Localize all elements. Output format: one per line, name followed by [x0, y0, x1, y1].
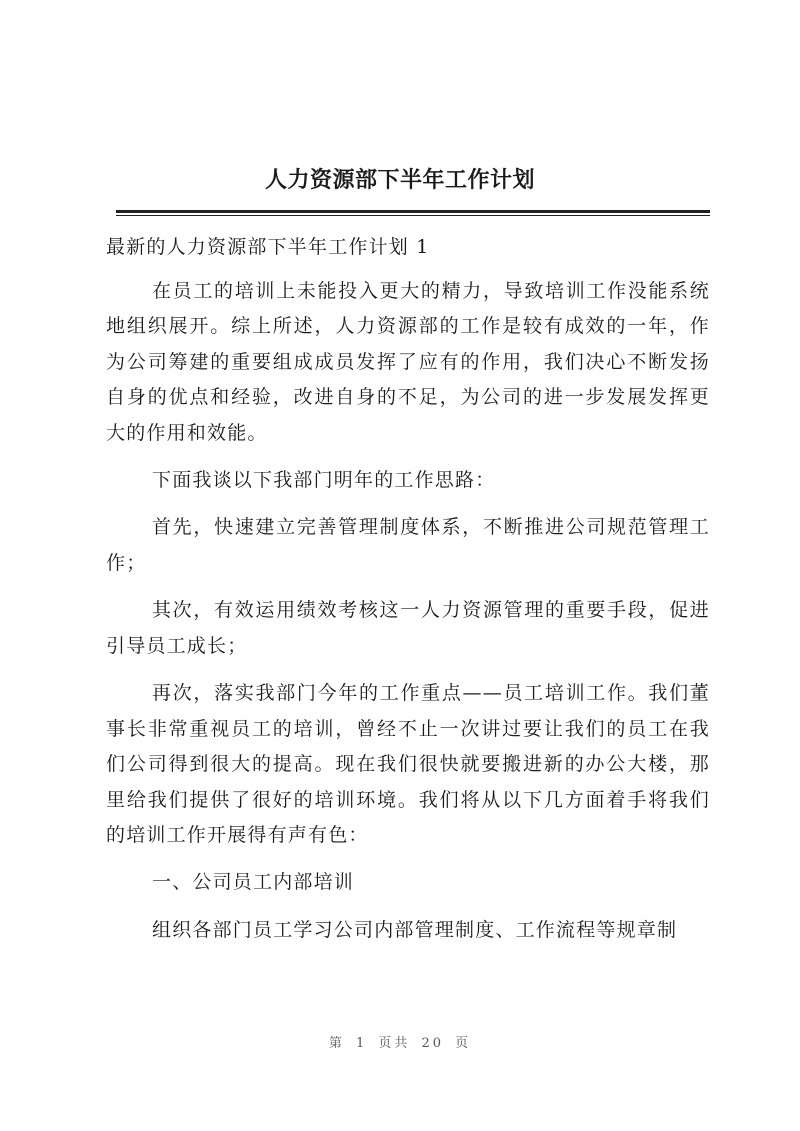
paragraph: 首先，快速建立完善管理制度体系，不断推进公司规范管理工作； — [106, 516, 710, 574]
section-heading: 一、公司员工内部培训 — [152, 871, 355, 894]
title-divider — [116, 210, 710, 213]
paragraph: 下面我谈以下我部门明年的工作思路： — [152, 469, 496, 492]
page-number: 第 1 页共 20 页 — [328, 1036, 472, 1051]
document-body — [106, 230, 710, 960]
paragraph: 再次，落实我部门今年的工作重点——员工培训工作。我们董事长非常重视员工的培训，曾经不止一次讲过要让我们的员工在我们公司得到很大的提高。现在我们很快就要搬进新的办公大楼，那里给我们提供了很好的培训环境。我们将从以下几方面着手将我们的培训工作开展得有声有色： — [106, 681, 710, 847]
paragraph: 在员工的培训上未能投入更大的精力，导致培训工作没能系统地组织展开。综上所述，人力资源部的工作是较有成效的一年，作为公司筹建的重要组成成员发挥了应有的作用，我们决心不断发扬自身的优点和经验，改进自身的不足，为公司的进一步发展发挥更大的作用和效能。 — [106, 279, 710, 444]
paragraph: 其次，有效运用绩效考核这一人力资源管理的重要手段，促进引导员工成长； — [106, 599, 710, 657]
document-title: 人力资源部下半年工作计划 — [264, 168, 535, 193]
paragraph: 组织各部门员工学习公司内部管理制度、工作流程等规章制 — [152, 918, 678, 941]
document-subtitle: 最新的人力资源部下半年工作计划 1 — [106, 236, 430, 258]
